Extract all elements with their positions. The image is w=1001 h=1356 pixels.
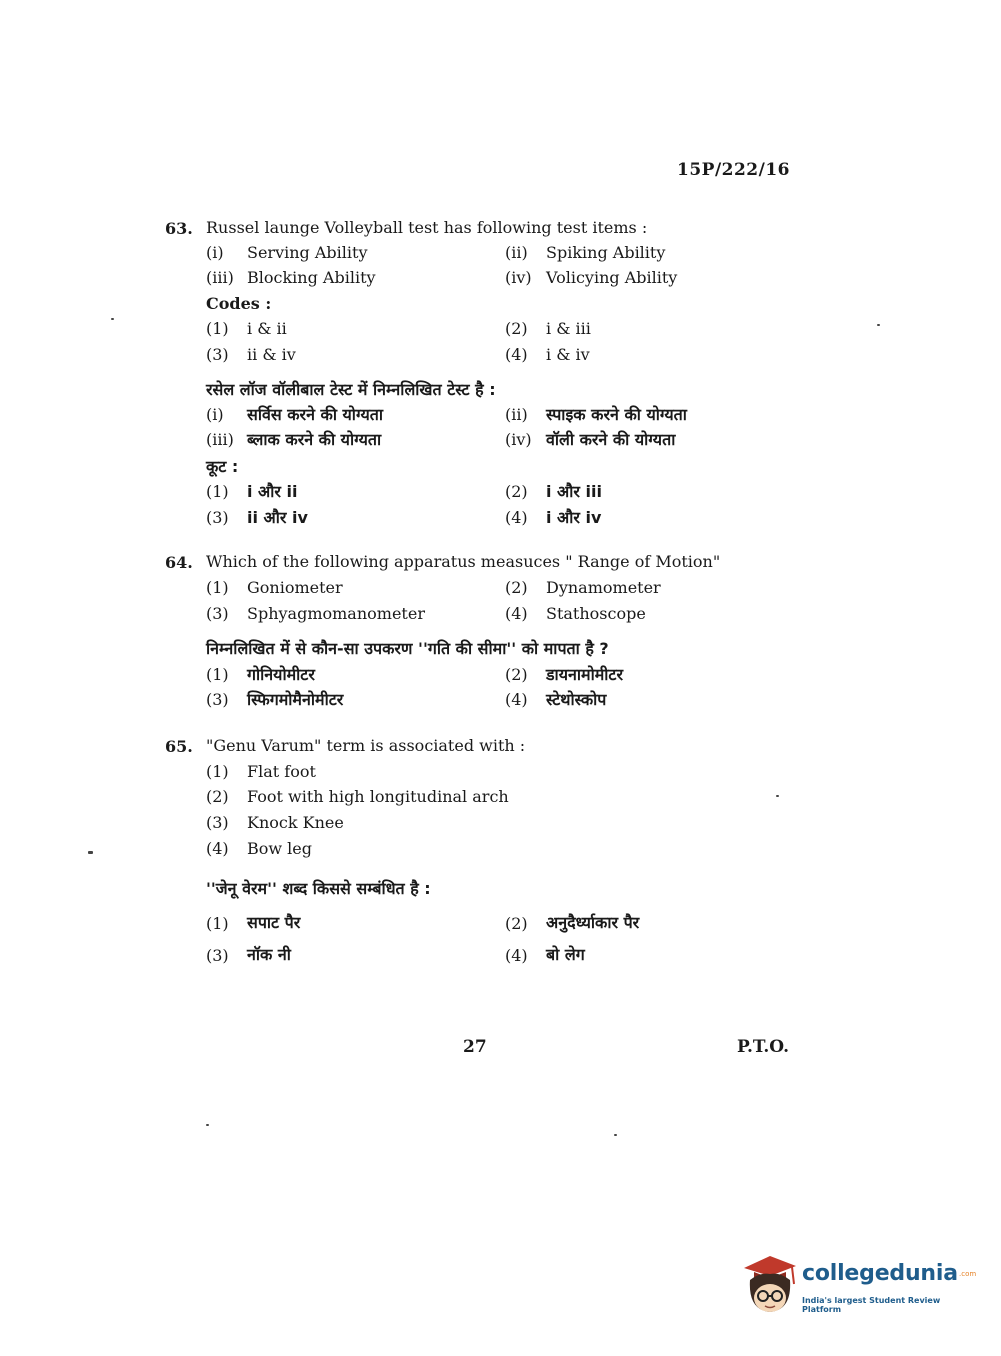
option-label: (2) [505, 482, 528, 501]
option-label: (1) [206, 914, 229, 933]
question-number: 64. [165, 553, 193, 572]
mascot-icon [740, 1250, 800, 1320]
option-text: Stathoscope [546, 604, 646, 623]
option-label: (4) [505, 508, 528, 527]
item-text-hindi: वॉली करने की योग्यता [546, 430, 676, 449]
option-label: (3) [206, 345, 229, 364]
option-label: (1) [206, 319, 229, 338]
option-label: (4) [505, 604, 528, 623]
option-text: Sphyagmomanometer [247, 604, 425, 623]
option-label: (4) [505, 690, 528, 709]
item-label: (ii) [505, 243, 528, 262]
option-label: (2) [505, 914, 528, 933]
item-label: (iv) [505, 430, 532, 449]
option-text-hindi: बो लेग [546, 945, 585, 964]
option-text-hindi: i और iii [546, 482, 602, 501]
question-number: 65. [165, 737, 193, 756]
scan-speck [206, 1124, 209, 1126]
option-text: Foot with high longitudinal arch [247, 787, 509, 806]
option-text: Dynamometer [546, 578, 661, 597]
option-text: ii & iv [247, 345, 296, 364]
item-text: Serving Ability [247, 243, 368, 262]
option-label: (1) [206, 482, 229, 501]
option-text-hindi: अनुदैर्ध्याकार पैर [546, 913, 640, 932]
option-text: Goniometer [247, 578, 343, 597]
scan-speck [88, 851, 93, 854]
question-text-hindi: रसेल लॉज वॉलीबाल टेस्ट में निम्नलिखित टेस्ट है : [206, 380, 496, 399]
option-label: (2) [505, 665, 528, 684]
option-label: (4) [505, 345, 528, 364]
item-text-hindi: ब्लाक करने की योग्यता [247, 430, 382, 449]
scan-speck [877, 324, 880, 326]
option-text-hindi: i और iv [546, 508, 602, 527]
option-text-hindi: ii और iv [247, 508, 308, 527]
item-text-hindi: स्पाइक करने की योग्यता [546, 405, 687, 424]
option-text: Knock Knee [247, 813, 344, 832]
codes-label: Codes : [206, 294, 272, 313]
scan-speck [111, 318, 114, 320]
item-text: Spiking Ability [546, 243, 666, 262]
question-number: 63. [165, 219, 193, 238]
option-text: Flat foot [247, 762, 316, 781]
item-text: Blocking Ability [247, 268, 376, 287]
option-text-hindi: सपाट पैर [247, 913, 301, 932]
option-text-hindi: डायनामोमीटर [546, 665, 624, 684]
option-label: (2) [505, 578, 528, 597]
option-label: (2) [206, 787, 229, 806]
question-text: Which of the following apparatus measuces " Range of Motion" [206, 552, 721, 571]
page-number: 27 [463, 1037, 487, 1057]
question-text: Russel launge Volleyball test has following test items : [206, 218, 648, 237]
question-text-hindi: निम्नलिखित में से कौन-सा उपकरण ''गति की सीमा'' को मापता है ? [206, 639, 609, 658]
item-text: Volicying Ability [546, 268, 678, 287]
item-label: (ii) [505, 405, 528, 424]
option-label: (1) [206, 578, 229, 597]
option-label: (3) [206, 604, 229, 623]
option-text-hindi: नॉक नी [247, 945, 291, 964]
option-label: (1) [206, 665, 229, 684]
item-text-hindi: सर्विस करने की योग्यता [247, 405, 383, 424]
scan-speck [614, 1134, 617, 1136]
collegedunia-logo [740, 1250, 977, 1320]
option-label: (3) [206, 690, 229, 709]
option-text-hindi: स्फिगमोमैनोमीटर [247, 690, 344, 709]
option-label: (2) [505, 319, 528, 338]
item-label: (i) [206, 405, 224, 424]
item-label: (i) [206, 243, 224, 262]
option-label: (3) [206, 946, 229, 965]
logo-tagline: India's largest Student Review Platform [802, 1296, 941, 1314]
question-text-hindi: ''जेनू वेरम'' शब्द किससे सम्बंधित है : [206, 879, 431, 898]
option-label: (1) [206, 762, 229, 781]
paper-code: 15P/222/16 [677, 160, 791, 180]
scan-speck [776, 795, 779, 797]
option-label: (3) [206, 813, 229, 832]
option-text-hindi: गोनियोमीटर [247, 665, 315, 684]
logo-com-text: .com [959, 1270, 977, 1278]
option-text: i & iii [546, 319, 591, 338]
option-label: (3) [206, 508, 229, 527]
option-text-hindi: स्टेथोस्कोप [546, 690, 607, 709]
pto-label: P.T.O. [737, 1037, 789, 1057]
option-label: (4) [505, 946, 528, 965]
option-text: i & iv [546, 345, 590, 364]
item-label: (iii) [206, 268, 234, 287]
item-label: (iii) [206, 430, 234, 449]
option-text: Bow leg [247, 839, 312, 858]
question-text: "Genu Varum" term is associated with : [206, 736, 526, 755]
option-label: (4) [206, 839, 229, 858]
codes-label-hindi: कूट : [206, 457, 239, 476]
item-label: (iv) [505, 268, 532, 287]
logo-brand-text: collegedunia [802, 1261, 958, 1286]
option-text-hindi: i और ii [247, 482, 298, 501]
option-text: i & ii [247, 319, 287, 338]
